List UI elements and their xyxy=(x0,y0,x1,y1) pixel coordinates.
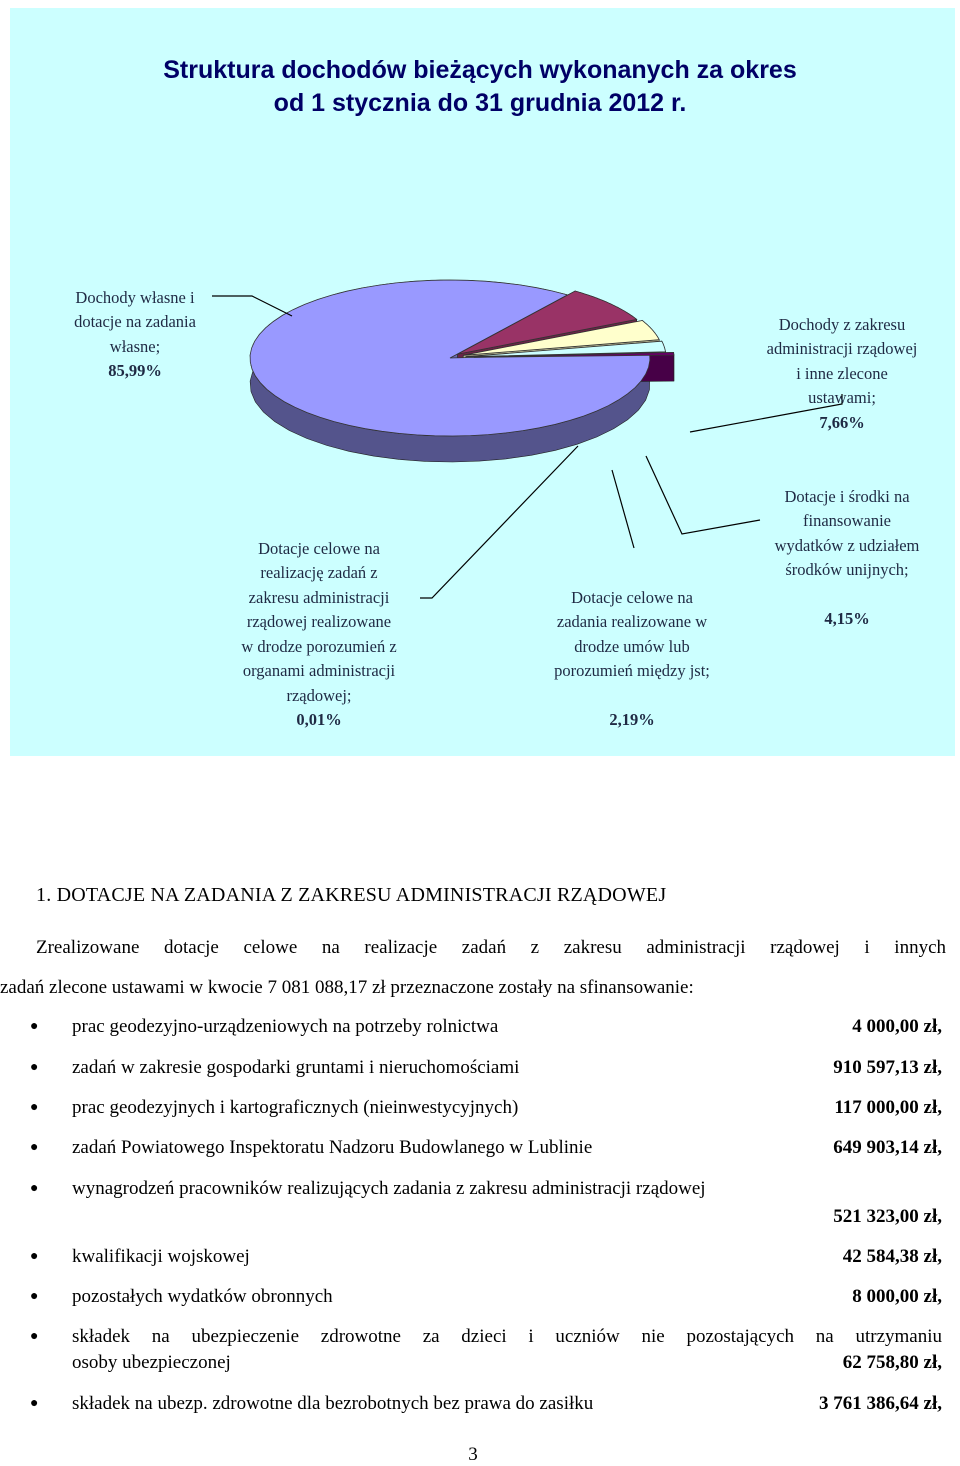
bullet-icon: ● xyxy=(30,1140,39,1155)
list-item-amount: 4 000,00 zł, xyxy=(852,1016,942,1037)
leader-line-jst-grants xyxy=(612,470,634,548)
list-item-text: zadań Powiatowego Inspektoratu Nadzoru Budowlanego w Lublinie xyxy=(72,1137,593,1158)
leader-line-eu-funds xyxy=(646,456,760,534)
label-jst-grants-pct: 2,19% xyxy=(609,710,655,729)
list-item xyxy=(0,1244,946,1270)
label-own-revenue-text: Dochody własne i dotacje na zadania własne; xyxy=(74,287,196,356)
label-own-revenue-pct: 85,99% xyxy=(108,361,162,380)
list-item-amount: 62 758,80 zł, xyxy=(842,1352,942,1373)
list-item-amount: 42 584,38 zł, xyxy=(842,1246,942,1267)
list-item-text: składek na ubezpieczenie zdrowotne za dzieci i uczniów nie pozostających na utrzymaniu xyxy=(72,1326,942,1347)
list-item-text: kwalifikacji wojskowej xyxy=(72,1246,250,1267)
label-gov-grants-pct: 0,01% xyxy=(296,710,342,729)
page-number: 3 xyxy=(468,1444,478,1465)
list-item-text: prac geodezyjnych i kartograficznych (nieinwestycyjnych) xyxy=(72,1097,519,1118)
label-admin-revenue xyxy=(742,288,942,435)
label-admin-revenue-text: Dochody z zakresu administracji rządowej i inne zlecone ustawami; xyxy=(766,314,918,407)
list-item xyxy=(0,1176,946,1230)
list-item-text: zadań w zakresie gospodarki gruntami i nieruchomościami xyxy=(72,1057,520,1078)
bullet-icon: ● xyxy=(30,1396,39,1411)
list-item-amount: 3 761 386,64 zł, xyxy=(819,1393,942,1414)
intro-line-2: zadań zlecone ustawami w kwocie 7 081 088,17 zł przeznaczone zostały na sfinansowanie: xyxy=(0,977,694,998)
chart-title-line-1: Struktura dochodów bieżących wykonanych za okres xyxy=(163,56,797,84)
list-item-amount: 521 323,00 zł, xyxy=(833,1206,942,1227)
bullet-icon: ● xyxy=(30,1100,39,1115)
label-jst-grants-text: Dotacje celowe na zadania realizowane w drodze umów lub porozumień między jst; xyxy=(554,587,710,680)
intro-paragraph xyxy=(0,928,946,1008)
label-eu-funds xyxy=(752,460,942,632)
list-item-text: wynagrodzeń pracowników realizujących zadania z zakresu administracji rządowej xyxy=(72,1178,706,1199)
list-item xyxy=(0,1135,946,1161)
bullet-icon: ● xyxy=(30,1019,39,1034)
list-item xyxy=(0,1055,946,1081)
label-admin-revenue-pct: 7,66% xyxy=(819,412,865,432)
list-item-amount: 649 903,14 zł, xyxy=(833,1137,942,1158)
label-gov-grants xyxy=(214,512,424,733)
bullet-icon: ● xyxy=(30,1181,39,1196)
label-eu-funds-text: Dotacje i środki na finansowanie wydatków z udziałem środków unijnych; xyxy=(774,486,920,579)
bullet-icon: ● xyxy=(30,1249,39,1264)
bullet-icon: ● xyxy=(30,1289,39,1304)
list-item xyxy=(0,1284,946,1310)
list-item-text: prac geodezyjno-urządzeniowych na potrzeby rolnictwa xyxy=(72,1016,499,1037)
list-item-text-continued: osoby ubezpieczonej xyxy=(72,1352,231,1373)
bullet-icon: ● xyxy=(30,1060,39,1075)
bullet-icon: ● xyxy=(30,1329,39,1344)
list-item xyxy=(0,1095,946,1121)
list-item xyxy=(0,1391,946,1417)
label-own-revenue xyxy=(40,261,230,384)
label-jst-grants xyxy=(532,561,732,733)
list-item-text: pozostałych wydatków obronnych xyxy=(72,1286,333,1307)
section-heading: 1. DOTACJE NA ZADANIA Z ZAKRESU ADMINISTRACJI RZĄDOWEJ xyxy=(36,884,667,906)
intro-line-1: Zrealizowane dotacje celowe na realizacje zadań z zakresu administracji rządowej i innych xyxy=(36,937,946,958)
list-item-amount: 910 597,13 zł, xyxy=(833,1057,942,1078)
label-gov-grants-text: Dotacje celowe na realizację zadań z zakresu administracji rządowej realizowane w drodze porozumień z organami administracji rządowej; xyxy=(241,538,397,705)
list-item-text: składek na ubezp. zdrowotne dla bezrobotnych bez prawa do zasiłku xyxy=(72,1393,594,1414)
list-item-amount: 117 000,00 zł, xyxy=(834,1097,942,1118)
list-item xyxy=(0,1014,946,1040)
list-item xyxy=(0,1324,946,1376)
chart-title-line-2: od 1 stycznia do 31 grudnia 2012 r. xyxy=(273,89,687,117)
list-item-amount: 8 000,00 zł, xyxy=(852,1286,942,1307)
label-eu-funds-pct: 4,15% xyxy=(824,609,870,628)
